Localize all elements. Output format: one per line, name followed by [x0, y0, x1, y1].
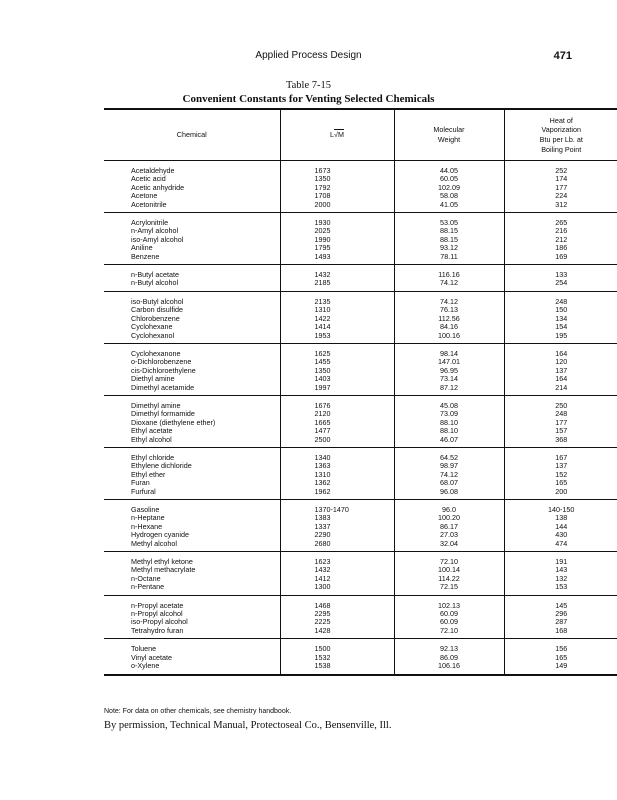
molecular-weight-cell: 88.10	[394, 419, 504, 427]
l-sqrt-m-cell: 1468	[280, 595, 394, 610]
chemical-name-cell: Furfural	[131, 486, 156, 496]
heat-vaporization-cell: 154	[504, 323, 617, 331]
chemical-name-cell: iso-Butyl alcohol	[131, 296, 184, 306]
table-row	[104, 462, 617, 470]
table-row	[104, 395, 617, 410]
l-sqrt-m-cell: 1665	[280, 419, 394, 427]
molecular-weight-cell: 100.14	[394, 566, 504, 574]
molecular-weight-cell: 72.15	[394, 583, 504, 595]
heat-vaporization-cell: 165	[504, 654, 617, 662]
heat-vaporization-cell: 254	[504, 279, 617, 291]
table-row	[104, 201, 617, 213]
l-sqrt-m-cell: 2025	[280, 227, 394, 235]
table-row	[104, 343, 617, 358]
molecular-weight-cell: 74.12	[394, 279, 504, 291]
heat-vaporization-cell: 153	[504, 583, 617, 595]
chemical-name-cell: Hydrogen cyanide	[131, 530, 189, 540]
l-sqrt-m-cell: 2120	[280, 410, 394, 418]
heat-label-line1: Heat of	[549, 115, 573, 125]
l-sqrt-m-cell: 1362	[280, 479, 394, 487]
heat-vaporization-cell: 145	[504, 595, 617, 610]
chemical-name-cell: Dioxane (diethylene ether)	[131, 417, 216, 427]
chemical-name-cell: Furan	[131, 478, 150, 488]
table-number: Table 7-15	[285, 80, 332, 91]
heat-vaporization-cell: 177	[504, 184, 617, 192]
heat-vaporization-cell: 144	[504, 523, 617, 531]
row-group	[104, 265, 617, 292]
heat-vaporization-cell: 156	[504, 639, 617, 654]
molecular-weight-cell: 112.56	[394, 315, 504, 323]
heat-vaporization-cell: 177	[504, 419, 617, 427]
l-sqrt-m-cell: 1403	[280, 375, 394, 383]
molecular-weight-cell: 88.10	[394, 427, 504, 435]
molecular-weight-cell: 32.04	[394, 540, 504, 552]
l-sqrt-m-cell: 1310	[280, 471, 394, 479]
chemical-name-cell: Dimethyl amine	[131, 400, 181, 410]
chemical-name-cell: Methyl alcohol	[131, 538, 177, 548]
molecular-weight-cell: 74.12	[394, 291, 504, 306]
l-sqrt-m-cell: 1350	[280, 175, 394, 183]
heat-vaporization-cell: 152	[504, 471, 617, 479]
row-group	[104, 343, 617, 395]
chemical-name-cell: n-Amyl alcohol	[131, 226, 179, 236]
molecular-weight-cell: 58.08	[394, 192, 504, 200]
molecular-weight-cell: 74.12	[394, 471, 504, 479]
l-sqrt-m-cell: 2290	[280, 531, 394, 539]
table-row	[104, 315, 617, 323]
chemical-name-cell: cis-Dichloroethylene	[131, 365, 196, 375]
chemical-name-cell: Acetaldehyde	[131, 166, 175, 175]
mw-label-line2: Weight	[437, 135, 461, 144]
heat-vaporization-cell: 250	[504, 395, 617, 410]
heat-vaporization-cell: 312	[504, 201, 617, 213]
molecular-weight-cell: 114.22	[394, 575, 504, 583]
heat-vaporization-cell: 138	[504, 514, 617, 522]
heat-vaporization-cell: 216	[504, 227, 617, 235]
sqrt-m-symbol: √M	[334, 130, 344, 140]
l-sqrt-m-cell: 1477	[280, 427, 394, 435]
row-group	[104, 213, 617, 265]
molecular-weight-cell: 96.0	[394, 500, 504, 515]
table-row	[104, 654, 617, 662]
l-sqrt-m-cell: 1930	[280, 213, 394, 228]
chemical-name-cell: Methyl ethyl ketone	[131, 557, 193, 567]
l-sqrt-m-cell: 1363	[280, 462, 394, 470]
molecular-weight-cell: 64.52	[394, 447, 504, 462]
table-row	[104, 253, 617, 265]
l-symbol: L	[330, 130, 335, 140]
heat-vaporization-cell: 186	[504, 244, 617, 252]
molecular-weight-cell: 88.15	[394, 236, 504, 244]
heat-vaporization-cell: 120	[504, 358, 617, 366]
row-group	[104, 500, 617, 552]
l-sqrt-m-cell: 1300	[280, 583, 394, 595]
table-row	[104, 540, 617, 552]
row-group	[104, 291, 617, 343]
table-row	[104, 244, 617, 252]
table-row	[104, 332, 617, 344]
table-row	[104, 384, 617, 396]
molecular-weight-cell: 106.16	[394, 662, 504, 673]
chemical-name-cell: Dimethyl formamide	[131, 409, 195, 419]
molecular-weight-cell: 116.16	[394, 265, 504, 280]
heat-vaporization-cell: 140-150	[504, 500, 617, 515]
chemical-name-cell: n-Octane	[131, 573, 161, 583]
heat-vaporization-cell: 212	[504, 236, 617, 244]
l-sqrt-m-cell: 1455	[280, 358, 394, 366]
heat-vaporization-cell: 157	[504, 427, 617, 435]
l-sqrt-m-cell: 1422	[280, 315, 394, 323]
l-sqrt-m-cell: 1538	[280, 662, 394, 673]
table-row	[104, 447, 617, 462]
molecular-weight-cell: 147.01	[394, 358, 504, 366]
l-sqrt-m-cell: 1340	[280, 447, 394, 462]
l-sqrt-m-cell: 1953	[280, 332, 394, 344]
heat-vaporization-cell: 214	[504, 384, 617, 396]
table-row	[104, 583, 617, 595]
molecular-weight-cell: 72.10	[394, 627, 504, 639]
heat-vaporization-cell: 164	[504, 375, 617, 383]
chemical-name-cell: Carbon disulfide	[131, 305, 183, 315]
heat-vaporization-cell: 164	[504, 343, 617, 358]
table-row	[104, 639, 617, 654]
row-group	[104, 161, 617, 213]
heat-vaporization-cell: 296	[504, 610, 617, 618]
table-row	[104, 500, 617, 515]
table-row	[104, 427, 617, 435]
l-sqrt-m-cell: 1625	[280, 343, 394, 358]
molecular-weight-cell: 96.95	[394, 367, 504, 375]
chemical-name-cell: Ethyl ether	[131, 469, 166, 479]
molecular-weight-cell: 100.16	[394, 332, 504, 344]
heat-vaporization-cell: 191	[504, 552, 617, 567]
molecular-weight-cell: 46.07	[394, 436, 504, 448]
table-caption	[0, 80, 617, 105]
heat-label-line4: Boiling Point	[541, 144, 582, 154]
molecular-weight-cell: 60.05	[394, 175, 504, 183]
molecular-weight-cell: 27.03	[394, 531, 504, 539]
table-row	[104, 436, 617, 448]
l-sqrt-m-cell: 2500	[280, 436, 394, 448]
table-row	[104, 552, 617, 567]
table-row	[104, 367, 617, 375]
table-row	[104, 471, 617, 479]
table-row	[104, 595, 617, 610]
heat-vaporization-cell: 265	[504, 213, 617, 228]
table-note: Note: For data on other chemicals, see chemistry handbook.	[104, 708, 292, 715]
molecular-weight-cell: 73.09	[394, 410, 504, 418]
l-sqrt-m-cell: 1414	[280, 323, 394, 331]
table-row	[104, 566, 617, 574]
table-row	[104, 279, 617, 291]
table-row	[104, 479, 617, 487]
chemical-name-cell: Cyclohexane	[131, 322, 173, 332]
molecular-weight-cell: 88.15	[394, 227, 504, 235]
molecular-weight-cell: 96.08	[394, 488, 504, 500]
heat-label-line3: Btu per Lb. at	[539, 135, 583, 144]
chemical-name-cell: Vinyl acetate	[131, 652, 173, 662]
molecular-weight-cell: 72.10	[394, 552, 504, 567]
l-sqrt-m-cell: 1795	[280, 244, 394, 252]
heat-vaporization-cell: 150	[504, 306, 617, 314]
chemical-name-cell: Acetic acid	[131, 174, 166, 184]
col-header-l-sqrt-m	[280, 110, 394, 161]
l-sqrt-m-cell: 1673	[280, 161, 394, 176]
table-row	[104, 236, 617, 244]
table-title: Convenient Constants for Venting Selected Chemicals	[182, 93, 435, 105]
l-sqrt-m-cell: 2680	[280, 540, 394, 552]
table-row	[104, 419, 617, 427]
chemical-name-cell: Benzene	[131, 251, 160, 261]
heat-vaporization-cell: 133	[504, 265, 617, 280]
mw-label-line1: Molecular	[433, 125, 465, 135]
col-header-heat-vaporization	[504, 110, 617, 161]
heat-vaporization-cell: 248	[504, 291, 617, 306]
l-sqrt-m-cell: 1792	[280, 184, 394, 192]
heat-vaporization-cell: 134	[504, 315, 617, 323]
heat-vaporization-cell: 132	[504, 575, 617, 583]
row-group	[104, 395, 617, 447]
heat-vaporization-cell: 287	[504, 618, 617, 626]
l-sqrt-m-cell: 1962	[280, 488, 394, 500]
table-row	[104, 662, 617, 673]
chemical-name-cell: iso-Propyl alcohol	[131, 617, 188, 627]
chemical-name-cell: Toluene	[131, 644, 157, 654]
table-row	[104, 514, 617, 522]
heat-vaporization-cell: 168	[504, 627, 617, 639]
chemical-name-cell: iso-Amyl alcohol	[131, 234, 184, 244]
molecular-weight-cell: 60.09	[394, 618, 504, 626]
chemical-name-cell: Acetonitrile	[131, 199, 167, 209]
heat-label-line2: Vaporization	[541, 125, 581, 135]
l-sqrt-m-cell: 1708	[280, 192, 394, 200]
table-row	[104, 323, 617, 331]
molecular-weight-cell: 45.08	[394, 395, 504, 410]
molecular-weight-cell: 86.17	[394, 523, 504, 531]
col-header-molecular-weight	[394, 110, 504, 161]
molecular-weight-cell: 76.13	[394, 306, 504, 314]
l-sqrt-m-cell: 1532	[280, 654, 394, 662]
heat-vaporization-cell: 137	[504, 367, 617, 375]
chemical-name-cell: Dimethyl acetamide	[131, 382, 195, 392]
l-sqrt-m-cell: 1350	[280, 367, 394, 375]
l-sqrt-m-cell: 1337	[280, 523, 394, 531]
l-sqrt-m-cell: 2000	[280, 201, 394, 213]
heat-vaporization-cell: 224	[504, 192, 617, 200]
row-group	[104, 639, 617, 674]
heat-vaporization-cell: 137	[504, 462, 617, 470]
l-sqrt-m-cell: 1383	[280, 514, 394, 522]
molecular-weight-cell: 60.09	[394, 610, 504, 618]
table-row	[104, 161, 617, 176]
molecular-weight-cell: 41.05	[394, 201, 504, 213]
l-sqrt-m-cell: 1432	[280, 265, 394, 280]
chemical-name-cell: o-Dichlorobenzene	[131, 357, 192, 367]
table-row	[104, 531, 617, 539]
molecular-weight-cell: 78.11	[394, 253, 504, 265]
row-group	[104, 552, 617, 596]
molecular-weight-cell: 102.13	[394, 595, 504, 610]
heat-vaporization-cell: 430	[504, 531, 617, 539]
molecular-weight-cell: 98.97	[394, 462, 504, 470]
page-number: 471	[553, 50, 572, 62]
l-sqrt-m-cell: 1428	[280, 627, 394, 639]
table-row	[104, 575, 617, 583]
molecular-weight-cell: 87.12	[394, 384, 504, 396]
heat-vaporization-cell: 368	[504, 436, 617, 448]
chemical-name-cell: n-Pentane	[131, 582, 165, 592]
chemical-name-cell: Chlorobenzene	[131, 313, 180, 323]
heat-vaporization-cell: 248	[504, 410, 617, 418]
l-sqrt-m-cell: 2295	[280, 610, 394, 618]
table-header-row	[104, 110, 617, 161]
chemical-name-cell: Aniline	[131, 243, 153, 253]
chemical-name-cell: Acrylonitrile	[131, 218, 169, 228]
l-sqrt-m-cell: 1500	[280, 639, 394, 654]
molecular-weight-cell: 86.09	[394, 654, 504, 662]
molecular-weight-cell: 92.13	[394, 639, 504, 654]
chemical-name-cell: Ethyl chloride	[131, 452, 175, 462]
chemical-name-cell: Acetone	[131, 191, 158, 201]
chemical-name-cell: Tetrahydro furan	[131, 625, 184, 635]
chemical-name-cell: Ethyl acetate	[131, 426, 173, 436]
table-row	[104, 192, 617, 200]
molecular-weight-cell: 68.07	[394, 479, 504, 487]
table-row	[104, 291, 617, 306]
molecular-weight-cell: 98.14	[394, 343, 504, 358]
chemical-name-cell: Diethyl amine	[131, 374, 175, 384]
heat-vaporization-cell: 200	[504, 488, 617, 500]
permission-credit: By permission, Technical Manual, Protectoseal Co., Bensenville, Ill.	[104, 720, 392, 731]
table-row	[104, 627, 617, 639]
table-row	[104, 488, 617, 500]
molecular-weight-cell: 102.09	[394, 184, 504, 192]
chemical-name-cell: Acetic anhydride	[131, 182, 185, 192]
table-row	[104, 184, 617, 192]
heat-vaporization-cell: 149	[504, 662, 617, 673]
l-sqrt-m-cell: 2185	[280, 279, 394, 291]
l-sqrt-m-cell: 1990	[280, 236, 394, 244]
chemical-name-cell: Methyl methacrylate	[131, 565, 196, 575]
chemical-name-cell: Cyclohexanol	[131, 330, 175, 340]
chemical-name-cell: n-Hexane	[131, 521, 163, 531]
l-sqrt-m-cell: 1676	[280, 395, 394, 410]
table-row	[104, 213, 617, 228]
molecular-weight-cell: 73.14	[394, 375, 504, 383]
l-sqrt-m-cell: 1370-1470	[280, 500, 394, 515]
row-group	[104, 447, 617, 499]
heat-vaporization-cell: 474	[504, 540, 617, 552]
chemical-name-cell: Gasoline	[131, 505, 160, 514]
chemical-name-cell: Cyclohexanone	[131, 348, 181, 358]
chemical-name-cell: Ethylene dichloride	[131, 461, 192, 471]
l-sqrt-m-cell: 1623	[280, 552, 394, 567]
constants-table	[104, 108, 617, 676]
heat-vaporization-cell: 143	[504, 566, 617, 574]
l-sqrt-m-cell: 1412	[280, 575, 394, 583]
l-sqrt-m-cell: 2225	[280, 618, 394, 626]
heat-vaporization-cell: 169	[504, 253, 617, 265]
l-sqrt-m-cell: 1997	[280, 384, 394, 396]
molecular-weight-cell: 44.05	[394, 161, 504, 176]
heat-vaporization-cell: 252	[504, 161, 617, 176]
running-title: Applied Process Design	[255, 50, 362, 61]
l-sqrt-m-cell: 1493	[280, 253, 394, 265]
col-header-chemical: Chemical	[176, 130, 207, 140]
heat-vaporization-cell: 167	[504, 447, 617, 462]
chemical-name-cell: o-Xylene	[131, 661, 160, 671]
table-row	[104, 265, 617, 280]
chemical-name-cell: Ethyl alcohol	[131, 434, 172, 444]
table-row	[104, 306, 617, 314]
l-sqrt-m-cell: 1432	[280, 566, 394, 574]
row-group	[104, 595, 617, 639]
molecular-weight-cell: 53.05	[394, 213, 504, 228]
heat-vaporization-cell: 174	[504, 175, 617, 183]
l-sqrt-m-cell: 2135	[280, 291, 394, 306]
heat-vaporization-cell: 195	[504, 332, 617, 344]
molecular-weight-cell: 84.16	[394, 323, 504, 331]
chemical-name-cell: n-Butyl acetate	[131, 270, 179, 280]
molecular-weight-cell: 93.12	[394, 244, 504, 252]
heat-vaporization-cell: 165	[504, 479, 617, 487]
chemical-name-cell: n-Heptane	[131, 513, 165, 523]
chemical-name-cell: n-Propyl acetate	[131, 600, 184, 610]
l-sqrt-m-cell: 1310	[280, 306, 394, 314]
chemical-name-cell: n-Propyl alcohol	[131, 609, 183, 619]
chemical-name-cell: n-Butyl alcohol	[131, 278, 179, 288]
molecular-weight-cell: 100.20	[394, 514, 504, 522]
